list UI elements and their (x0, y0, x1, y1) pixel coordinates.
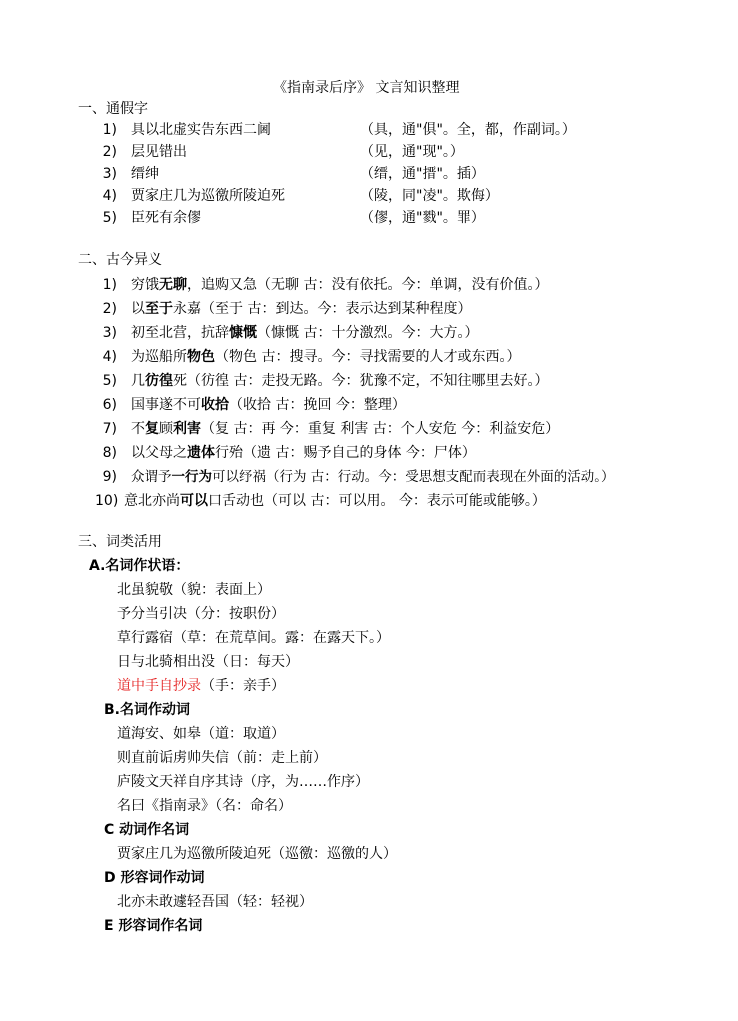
keyword: 至于 (145, 301, 173, 317)
list-item: 庐陵文天祥自序其诗（序，为……作序） (117, 774, 369, 790)
list-item: 贾家庄几为巡徼所陵迫死（巡徼：巡徼的人） (117, 846, 397, 862)
list-item: 北虽貌敬（貌：表面上） (117, 582, 271, 598)
item-note: 行殆（遗 古：赐予自己的身体 今：尸体） (215, 445, 476, 461)
item-note: （收拾 古：挽回 今：整理） (229, 397, 406, 413)
item-text: 国事遂不可 (131, 397, 201, 413)
page-title: 《指南录后序》 文言知识整理 (273, 80, 460, 96)
item-note: （复 古：再 今：重复 利害 古：个人安危 今：利益安危） (201, 421, 560, 437)
item-note: （物色 古：搜寻。今：寻找需要的人才或东西。） (215, 349, 521, 365)
item-text: 几 (131, 373, 145, 389)
subheading-d: D 形容词作动词 (104, 870, 205, 886)
item-text: 臣死有余僇 (131, 210, 201, 226)
keyword: 复 (145, 421, 159, 437)
item-text: 贾家庄几为巡徼所陵迫死 (131, 188, 285, 204)
item-number: 10) (95, 493, 119, 509)
keyword: 遗体 (187, 445, 215, 461)
keyword: 慷慨 (229, 325, 257, 341)
keyword: 无聊 (159, 277, 187, 293)
item-number: 5) (102, 210, 117, 226)
list-item (117, 676, 285, 696)
item-note: （慷慨 古：十分激烈。今：大方。） (257, 325, 479, 341)
list-item: 日与北骑相出没（日：每天） (117, 654, 299, 670)
keyword: 收拾 (201, 397, 229, 413)
item-note: 可以纾祸（行为 古：行动。今：受思想支配而表现在外面的活动。） (212, 469, 615, 485)
item-text: 层见错出 (131, 144, 187, 160)
item-text: 意北亦尚 (124, 493, 180, 509)
keyword: 一行为 (171, 469, 212, 485)
item-text: 为巡船所 (131, 349, 187, 365)
item-note: （缙，通"搢"。插） (360, 166, 485, 182)
item-number: 2) (102, 301, 117, 317)
section-heading-cileihuoyong: 三、词类活用 (78, 534, 162, 550)
item-number: 3) (102, 325, 117, 341)
list-item: 予分当引决（分：按职份） (117, 606, 285, 622)
item-number: 3) (102, 166, 117, 182)
list-item: 草行露宿（草：在荒草间。露：在露天下。） (117, 630, 390, 646)
item-text: 初至北营，抗辞 (131, 325, 229, 341)
item-note: （见，通"现"。） (360, 144, 464, 160)
item-note: ，追购又急（无聊 古：没有依托。今：单调，没有价值。） (187, 277, 549, 293)
list-item: 北亦未敢遽轻吾国（轻：轻视） (117, 894, 313, 910)
item-note: 口舌动也（可以 古：可以用。 今：表示可能或能够。） (208, 493, 546, 509)
item-number: 6) (102, 397, 117, 413)
subheading-a: A.名词作状语： (89, 558, 190, 574)
list-item: 道海安、如皋（道：取道） (117, 726, 285, 742)
item-text: 以 (131, 301, 145, 317)
item-text: 众谓予 (131, 469, 172, 485)
item-number: 4) (102, 349, 117, 365)
list-item: 则直前诟虏帅失信（前：走上前） (117, 750, 327, 766)
item-number: 5) (102, 373, 117, 389)
item-note: （具，通"俱"。全，都，作副词。） (360, 122, 576, 138)
item-note: （陵，同"凌"。欺侮） (360, 188, 499, 204)
subheading-e: E 形容词作名词 (104, 918, 203, 934)
item-number: 9) (102, 469, 117, 485)
item-note: （僇，通"戮"。罪） (360, 210, 485, 226)
item-number: 1) (102, 122, 117, 138)
highlighted-text: 道中手自抄录 (117, 678, 201, 694)
item-number: 2) (102, 144, 117, 160)
subheading-b: B.名词作动词 (104, 702, 190, 718)
keyword: 利害 (173, 421, 201, 437)
keyword: 物色 (187, 349, 215, 365)
item-number: 1) (102, 277, 117, 293)
item-text: 具以北虚实告东西二阃 (131, 122, 271, 138)
item-number: 7) (102, 421, 117, 437)
item-note: （手：亲手） (201, 678, 285, 694)
item-text: 穷饿 (131, 277, 159, 293)
item-text: 缙绅 (131, 166, 159, 182)
section-heading-tongjiazi: 一、通假字 (78, 101, 148, 117)
keyword: 彷徨 (145, 373, 173, 389)
item-number: 4) (102, 188, 117, 204)
keyword: 可以 (180, 493, 208, 509)
subheading-c: C 动词作名词 (104, 822, 190, 838)
item-note: 死（彷徨 古：走投无路。今：犹豫不定，不知往哪里去好。） (173, 373, 549, 389)
section-heading-gujinyiyi: 二、古今异义 (78, 252, 162, 268)
item-number: 8) (102, 445, 117, 461)
list-item: 名曰《指南录》（名：命名） (117, 798, 292, 814)
item-text: 不 (131, 421, 145, 437)
item-text: 以父母之 (131, 445, 187, 461)
item-text: 顾 (159, 421, 173, 437)
item-note: 永嘉（至于 古：到达。今：表示达到某种程度） (173, 301, 472, 317)
